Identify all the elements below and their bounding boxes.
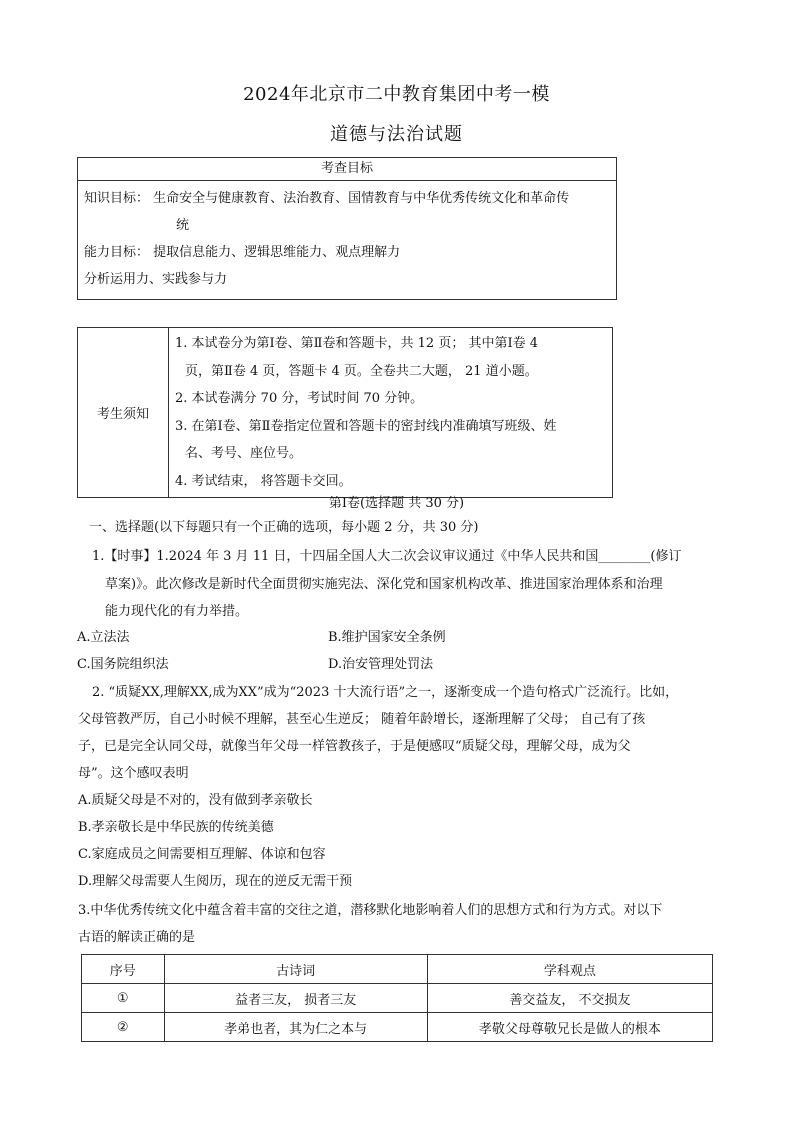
- notice-item-3-line2: 名、考号、座位号。: [185, 446, 303, 461]
- q2-option-b: B.孝亲敬长是中华民族的传统美德: [78, 820, 274, 835]
- ability-objective-line1: 能力目标： 提取信息能力、逻辑思维能力、观点理解力: [84, 245, 401, 260]
- q3-col-header-poem: 古诗词: [164, 955, 427, 984]
- q3-line1: 3.中华优秀传统文化中蕴含着丰富的交往之道，潜移默化地影响着人们的思想方式和行为方式。对以下: [78, 903, 663, 918]
- q3-row2-poem: 孝弟也者，其为仁之本与: [164, 1013, 427, 1042]
- q3-col-header-index: 序号: [82, 955, 165, 984]
- exam-subtitle: 道德与法治试题: [330, 124, 463, 145]
- q2-option-d: D.理解父母需要人生阅历，现在的逆反无需干预: [78, 874, 353, 889]
- objectives-heading: 考查目标: [78, 158, 617, 181]
- q3-row2-index: ②: [82, 1013, 165, 1042]
- table-row: [82, 1013, 713, 1042]
- q1-option-b: B.维护国家安全条例: [328, 630, 446, 645]
- q2-line1: 2. “质疑XX,理解XX,成为XX”成为“2023 十大流行语”之一，逐渐变成一个造句格式广泛流行。比如，: [92, 685, 679, 700]
- notice-item-4: 4. 考试结束， 将答题卡交回。: [175, 473, 352, 489]
- q3-row1-view: 善交益友， 不交损友: [427, 984, 712, 1013]
- part1-title: 第Ⅰ卷(选择题 共 30 分): [328, 496, 465, 511]
- q1-line2: 草案)》。此次修改是新时代全面贯彻实施宪法、深化党和国家机构改革、推进国家治理体系和治理: [105, 577, 663, 592]
- q1-line3: 能力现代化的有力举措。: [105, 604, 249, 619]
- q2-line4: 母”。这个感叹表明: [78, 766, 189, 781]
- objectives-table: [77, 157, 617, 300]
- exam-title: 2024年北京市二中教育集团中考一模: [243, 84, 550, 105]
- q2-line2: 父母管教严厉，自己小时候不理解，甚至心生逆反； 随着年龄增长，逐渐理解了父母； 自己有了孩: [78, 712, 646, 727]
- q3-line2: 古语的解读正确的是: [78, 930, 196, 945]
- q2-option-c: C.家庭成员之间需要相互理解、体谅和包容: [78, 847, 326, 862]
- q3-row1-poem: 益者三友， 损者三友: [164, 984, 427, 1013]
- q2-option-a: A.质疑父母是不对的，没有做到孝亲敬长: [78, 793, 313, 808]
- objectives-body: [78, 181, 617, 300]
- q1-line1: 1.【时事】1.2024 年 3 月 11 日，十四届全国人大二次会议审议通过《中华人民共和国________(修订: [92, 549, 682, 564]
- part1-instructions: 一、选择题(以下每题只有一个正确的选项，每小题 2 分，共 30 分): [89, 520, 479, 535]
- q3-col-header-view: 学科观点: [427, 955, 712, 984]
- q1-option-d: D.治安管理处罚法: [328, 657, 434, 672]
- q1-option-a: A.立法法: [77, 630, 130, 645]
- q1-option-c: C.国务院组织法: [77, 657, 169, 672]
- q3-table-header-row: [82, 955, 713, 984]
- notice-item-1-line1: 1. 本试卷分为第Ⅰ卷、第Ⅱ卷和答题卡，共 12 页； 其中第Ⅰ卷 4: [175, 336, 538, 351]
- table-row: [82, 984, 713, 1013]
- notice-item-2: 2. 本试卷满分 70 分，考试时间 70 分钟。: [175, 391, 424, 406]
- q3-table: [81, 954, 713, 1042]
- knowledge-objective-line2: 统: [176, 218, 190, 233]
- candidate-notice-table: [77, 327, 613, 498]
- ability-objective-line2: 分析运用力、实践参与力: [84, 272, 228, 287]
- notice-body: [169, 328, 613, 498]
- notice-item-1-line2: 页，第Ⅱ卷 4 页，答题卡 4 页。全卷共二大题， 21 道小题。: [185, 363, 538, 379]
- q3-row1-index: ①: [82, 984, 165, 1013]
- knowledge-objective-line1: 知识目标： 生命安全与健康教育、法治教育、国情教育与中华优秀传统文化和革命传: [84, 191, 570, 206]
- notice-label: 考生须知: [78, 328, 169, 498]
- q2-line3: 子，已是完全认同父母，就像当年父母一样管教孩子，于是便感叹“质疑父母，理解父母，成为父: [78, 739, 631, 754]
- notice-item-3-line1: 3. 在第Ⅰ卷、第Ⅱ卷指定位置和答题卡的密封线内准确填写班级、姓: [175, 418, 557, 434]
- q3-row2-view: 孝敬父母尊敬兄长是做人的根本: [427, 1013, 712, 1042]
